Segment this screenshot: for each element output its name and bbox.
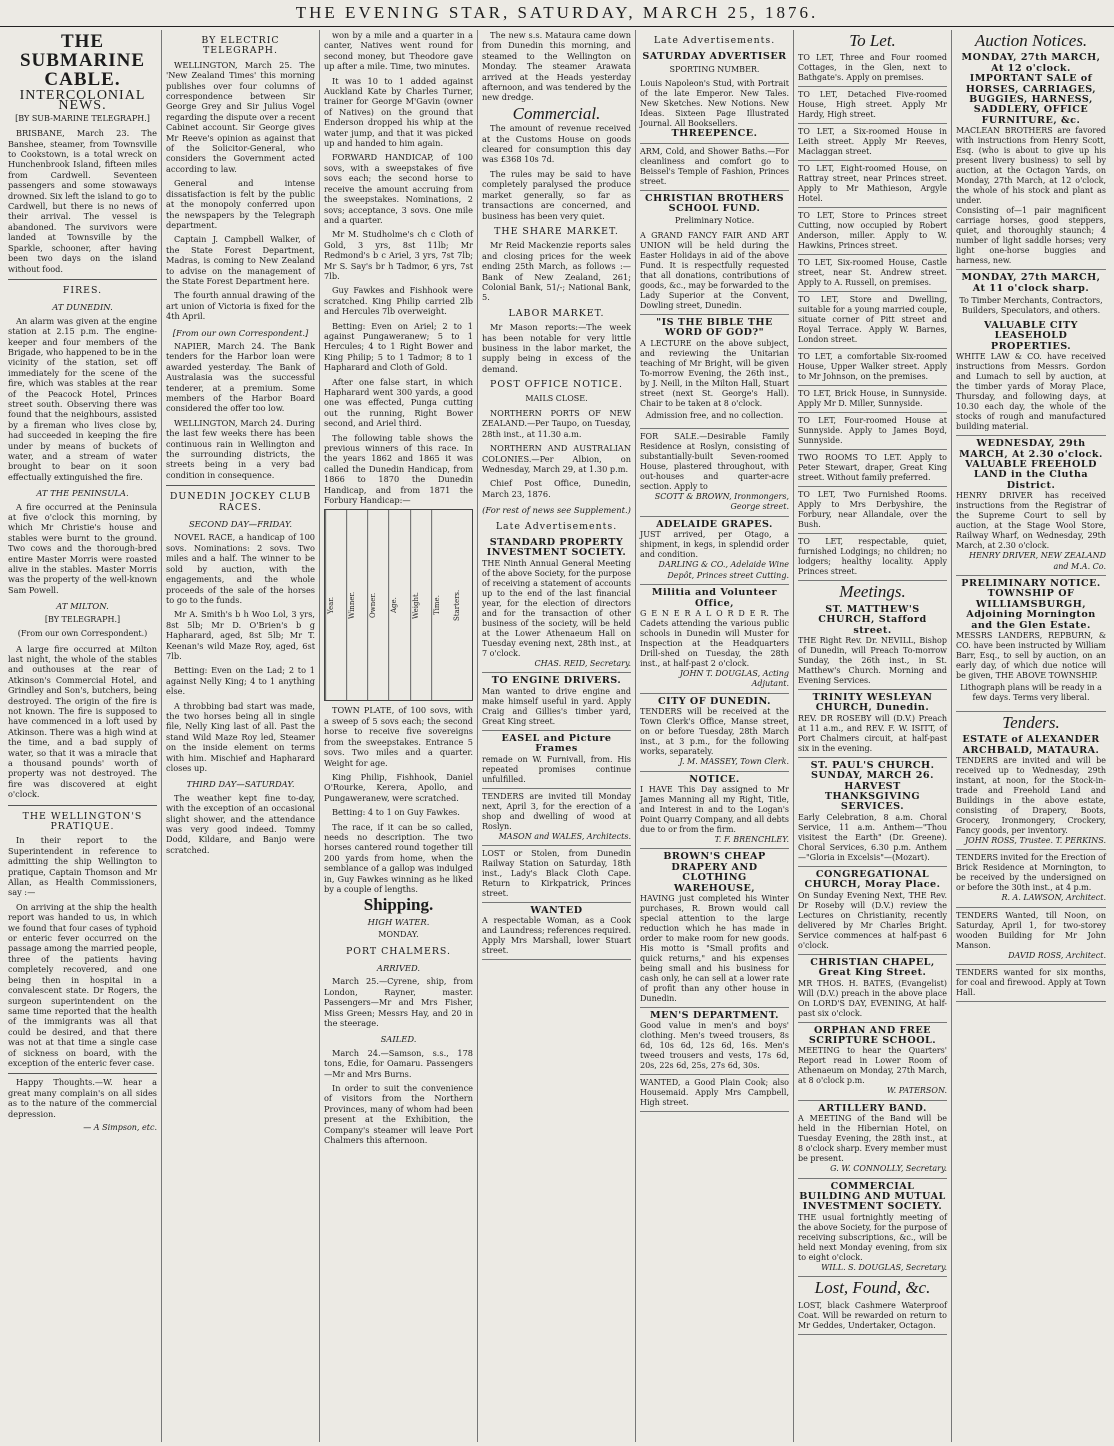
table-column-header: Starters. — [452, 589, 461, 622]
article-paragraph: The weather kept fine to-day, with the exception of an occasional slight shower, and the attendance was very good indeed. Tommy Dodd, Kildare, and Banjo were scratched. — [166, 792, 315, 855]
arrived-heading: ARRIVED. — [376, 963, 421, 973]
ad-text: MESSRS LANDERS, REPBURN, & CO. have been instructed by William Barr, Esq., to sell by auction, on an early day, of which due notice will be given, THE ABOVE TOWNSHIP. — [956, 630, 1106, 680]
port-heading: PORT CHALMERS. — [345, 945, 452, 957]
ad-price: THREEPENCE. — [671, 128, 758, 140]
late-ads-heading: Late Advertisements. — [653, 35, 776, 46]
commercial-heading: Commercial. — [512, 103, 601, 123]
ad-signature: JOHN T. DOUGLAS, Acting Adjutant. — [679, 668, 789, 689]
advertisement — [640, 144, 789, 191]
telegraph-source: [BY TELEGRAPH.] — [44, 614, 121, 624]
to-let-ad — [798, 161, 947, 208]
ad-signature: G. W. CONNOLLY, Secretary. — [830, 1164, 947, 1174]
ad-text: MACLEAN BROTHERS are favored with instructions from Henry Scott, Esq. (who is about to give up his present livery business) to sell by auction, at the Octagon Yards, on Monday, 27th March, at 12 o'clock, the whole of his stock and plant as under. — [956, 126, 1106, 206]
article-paragraph: March 25.—Cyrene, ship, from London, Rayner, master. Passengers—Mr and Mrs Fisher, Miss Green; Messrs Hay, and 20 in the steerage. — [324, 976, 473, 1029]
tender-notice — [956, 732, 1106, 850]
ad-text: TO LET, Four-roomed House at Sunnyside. Apply to James Boyd, Sunnyside. — [798, 416, 947, 446]
article-paragraph: Guy Fawkes and Fishhook were scratched. King Philip carried 2lb and Hercules 7lb overweight. — [324, 285, 473, 317]
auction-notice — [956, 270, 1106, 436]
to-let-ad — [798, 349, 947, 386]
advertisement — [482, 731, 631, 789]
sailed-heading: SAILED. — [380, 1034, 417, 1045]
cable-title: THE SUBMARINE CABLE. — [19, 31, 146, 90]
article-paragraph: A fire occurred at the Peninsula at five o'clock this morning, by which Mr Christie's house and stables were burnt to the ground. Two cows and the thorough-bred entire Master Morris were roasted alive in the stables. Master Morris was the property of the well-known Sam Powell. — [8, 501, 157, 595]
auction-heading: Auction Notices. — [974, 31, 1088, 50]
ad-subtitle: To Timber Merchants, Contractors, Builders, Speculators, and others. — [959, 296, 1103, 316]
tender-notice — [956, 908, 1106, 965]
article-paragraph: The amount of revenue received at the Customs House on goods cleared for consumption this day was £368 10s 7d. — [482, 123, 631, 165]
ad-text: HENRY DRIVER has received instructions from the Registrar of the Supreme Court to sell by auction, at the Stage Wool Store, Railway Wharf, on Wednesday, 29th March, at 2.30 o'clock. — [956, 491, 1106, 551]
article-paragraph: Betting: Even on Ariel; 2 to 1 against Pungaweranew; 5 to 1 Hercules; 4 to 1 Right Bower and King Philip; 5 to 1 Tadmor; 8 to 1 Hapharard and Cloth of Gold. — [324, 320, 473, 373]
column-6 — [794, 30, 952, 1442]
ad-title: BROWN'S CHEAP DRAPERY AND CLOTHING WAREHOUSE, — [663, 851, 766, 894]
advertisement — [640, 315, 789, 429]
article-paragraph: King Philip, Fishhook, Daniel O'Rourke, Kerera, Apollo, and Pungaweranew, were scratched. — [324, 771, 473, 803]
table-column-header: Age. — [388, 510, 409, 700]
to-let-ad — [798, 87, 947, 124]
to-let-ad — [798, 124, 947, 161]
ad-title: ORPHAN AND FREE SCRIPTURE SCHOOL. — [808, 1024, 937, 1046]
ad-title: EASEL and Picture Frames — [501, 732, 612, 755]
to-let-ad — [798, 255, 947, 292]
advertisement — [640, 772, 789, 850]
ad-title: IMPORTANT SALE of HORSES, CARRIAGES, BUGGIES, HARNESS, SADDLERY, OFFICE FURNITURE, &c. — [965, 73, 1097, 126]
high-water-heading: HIGH WATER. — [367, 916, 430, 927]
article-paragraph: In order to suit the convenience of visitors from the Northern Provinces, many of whom had been present at the Exhibition, the Company's steamer will leave Port Chalmers this afternoon. — [324, 1083, 473, 1146]
ad-text: Louis Napoleon's Stud, with Portrait of the late Emperor. New Tales. New Sketches. New Notions. New Ideas. Sixteen Page Illustrated Journal. All Booksellers. — [640, 79, 789, 129]
advertisement — [482, 903, 631, 960]
divider — [166, 485, 315, 486]
section-heading: THE SHARE MARKET. — [494, 225, 619, 237]
advertisement — [640, 694, 789, 772]
to-let-heading: To Let. — [849, 31, 896, 50]
correspondent-source: [From our own Correspondent.] — [172, 327, 309, 338]
supplement-note: (For rest of news see Supplement.) — [482, 505, 631, 516]
advertisement — [482, 535, 631, 673]
ad-title: TO ENGINE DRIVERS. — [491, 675, 622, 687]
ad-title: ESTATE of ALEXANDER ARCHBALD, MATAURA. — [962, 734, 1100, 756]
ad-signature: DAVID ROSS, Architect. — [1008, 950, 1106, 960]
article-paragraph: Mr M. Studholme's ch c Cloth of Gold, 3 yrs, 8st 11lb; Mr Redmond's b c Ariel, 3 yrs, 7st 7lb; Mr S. Say's br h Tadmor, 6 yrs, 7st 7lb. — [324, 229, 473, 281]
advertisement — [640, 429, 789, 517]
column-3 — [320, 30, 478, 1442]
ad-text: ARM, Cold, and Shower Baths.—For cleanliness and comfort go to Beissel's Temple of Fashion, Princes street. — [640, 146, 789, 186]
meeting-notice — [798, 758, 947, 867]
ad-text: TENDERS wanted for six months, for coal and firewood. Apply at Town Hall. — [956, 968, 1106, 998]
ad-text: A GRAND FANCY FAIR AND ART UNION will be held during the Easter Holidays in aid of the above Fund. It is respectfully requested that all donations, contributions of goods, &c., may be forwarded to the Lady Superior at the Convent, Dowling street, Dunedin. — [640, 230, 789, 310]
article-paragraph: won by a mile and a quarter in a canter, Natives went round for second money, but Theodore gave up after a mile. Time, two minutes. — [324, 30, 473, 72]
article-paragraph: The fourth annual drawing of the art union of Victoria is fixed for the 4th April. — [166, 290, 315, 322]
auction-notice — [956, 436, 1106, 576]
table-column-header: Year. — [325, 510, 346, 700]
ad-title: ARTILLERY BAND. — [818, 1102, 927, 1114]
ad-text: Man wanted to drive engine and make himself useful in yard. Apply Craig and Gillies's timber yard, Great King street. — [482, 686, 631, 726]
ad-text: TENDERS are invited till Monday next, April 3, for the erection of a shop and dwelling of wood at Roslyn. — [482, 791, 631, 831]
column-7 — [952, 30, 1110, 1442]
ad-title: SATURDAY ADVERTISER — [642, 51, 787, 63]
advertisement — [482, 673, 631, 730]
ad-date: MONDAY, 27th MARCH, At 11 o'clock sharp. — [961, 272, 1101, 294]
article-paragraph: The rules may be said to have completely paralysed the produce market generally, so far as transactions are concerned, and business has been very quiet. — [482, 168, 631, 221]
divider — [8, 1073, 157, 1074]
article-paragraph: A throbbing bad start was made, the two horses being all in single file, Nelly King last of all. Past the stand Wild Maze Roy led, Steamer on the inside element on terms with him. Mischief and Hapharard closes up. — [166, 700, 315, 773]
signature: — A Simpson, etc. — [83, 1122, 157, 1132]
article-paragraph: General and intense dissatisfaction is felt by the public at the monopoly conferred upon the newspapers by the Telegraph department. — [166, 178, 315, 230]
ad-text: FOR SALE.—Desirable Family Residence at Roslyn, consisting of substantially-built Seven-roomed House, plastered throughout, with out-houses and quarter-acre section. Apply to — [640, 432, 789, 492]
article-paragraph: BRISBANE, March 23. The Banshee, steamer, from Townsville to Cookstown, is a total wreck on Hunchenbrook Island, fifteen miles from Cardwell. Seventeen passengers and some stowaways drowned. Six left the island to go to Cardwell, but there is no news of their arrival. The vessel is abandoned. The survivors were landed at Townsville by the Sparkle, schooner, after having been two days on the island without food. — [8, 128, 157, 274]
ad-signature: R. A. LAWSON, Architect. — [1001, 893, 1106, 903]
race-winners-table — [324, 509, 473, 701]
article-paragraph: A large fire occurred at Milton last night, the whole of the stables and outhouses at the rear of Atkinson's Commercial Hotel, and Grindley and Son's, butchers, being destroyed. The origin of the fire is not known. The fire is supposed to have commenced in a loft used by Atkinson. There was a high wind at the time, and a bad supply of water, so that it was a miracle that a thousand pounds' worth of property was not destroyed. The fire was discovered at eight o'clock. — [8, 643, 157, 800]
section-heading: THE WELLINGTON'S PRATIQUE. — [22, 810, 143, 832]
ad-text: TO LET, respectable, quiet, furnished Lodgings; no children; no lodgers; healthy locality. Apply Princes street. — [798, 537, 947, 577]
ad-signature: DARLING & CO., Adelaide Wine Depôt, Princes street Cutting. — [658, 560, 789, 580]
ad-title: CHRISTIAN CHAPEL, Great King Street. — [810, 956, 935, 979]
divider — [8, 279, 157, 280]
meeting-notice — [798, 602, 947, 690]
table-column-header: Winner. — [346, 510, 367, 700]
lost-notice — [798, 1298, 947, 1335]
ad-text: TENDERS are invited and will be received up to Wednesday, 29th instant, at noon, for the Stock-in-trade and Freehold Land and Buildings in the above estate, consisting of Drapery, Boots, Grocery, Ironmongery, Crockery, Fancy goods, per inventory. — [956, 756, 1106, 835]
ad-text: REV. DR ROSEBY will (D.V.) Preach at 11 a.m., and REV. F. W. ISITT, of Port Chalmers circuit, at half-past six in the evening. — [798, 713, 947, 753]
ad-title: WANTED — [530, 904, 583, 916]
to-let-ad — [798, 413, 947, 450]
ad-title: MEN'S DEPARTMENT. — [650, 1009, 779, 1021]
ad-footer: Admission free, and no collection. — [645, 410, 784, 420]
meeting-notice — [798, 867, 947, 955]
cable-subtitle: INTERCOLONIAL NEWS. — [19, 88, 146, 114]
section-subheading: AT MILTON. — [56, 601, 109, 612]
to-let-ad — [798, 292, 947, 349]
ad-text: TO LET, Detached Five-roomed House, High street. Apply Mr Hardy, High street. — [798, 90, 947, 120]
ad-title: ST. PAUL'S CHURCH. SUNDAY, MARCH 26. HARVEST THANKSGIVING SERVICES. — [810, 759, 935, 813]
advertisement — [640, 1008, 789, 1075]
article-paragraph: Mr A. Smith's b h Woo Lol, 3 yrs, 8st 5lb; Mr D. O'Brien's b g Hapharard, aged, 8st 5lb; Mr T. Keenan's wild Maze Roy, aged, 6st 7lb. — [166, 609, 315, 661]
ad-title: STANDARD PROPERTY INVESTMENT SOCIETY. — [486, 537, 627, 559]
meeting-notice — [798, 1023, 947, 1101]
ad-text: TO LET, Two Furnished Rooms. Apply to Mrs Derbyshire, the Forbury, near Allandale, over the Bush. — [798, 490, 947, 530]
article-paragraph: Betting: 4 to 1 on Guy Fawkes. — [332, 807, 460, 818]
to-let-ad — [798, 487, 947, 534]
ad-title: TRINITY WESLEYAN CHURCH, Dunedin. — [812, 692, 933, 714]
cable-source: [BY SUB-MARINE TELEGRAPH.] — [15, 113, 150, 123]
ad-title: ADELAIDE GRAPES. — [656, 518, 773, 530]
meeting-notice — [798, 1101, 947, 1179]
section-heading: LABOR MARKET. — [508, 307, 605, 319]
to-let-ad — [798, 208, 947, 255]
ad-title: CONGREGATIONAL CHURCH, Moray Place. — [804, 868, 941, 891]
article-paragraph: On arriving at the ship the health report was handed to us, in which we found that four cases of typhoid or enteric fever occurred on the passage among the married people, three of the patients having completely recovered, and one being then in hospital in a convalescent state. Dr Rogers, the surgeon superintendent on the same time reported that the health of the immigrants was all that could be desired, and that there was not at that time a single case of sickness on board, with the exception of the enteric fever case. — [8, 901, 157, 1068]
article-paragraph: NORTHERN PORTS OF NEW ZEALAND.—Per Taupo, on Tuesday, 28th inst., at 11.30 a.m. — [482, 408, 631, 439]
ad-text: TO LET, Eight-roomed House, on Rattray street, near Princes street. Apply to Mr Mathieson, Argyle Hotel. — [798, 164, 947, 204]
column-1 — [4, 30, 162, 1442]
ad-subtitle: SPORTING NUMBER. — [669, 64, 760, 74]
late-ads-heading: Late Advertisements. — [495, 520, 618, 532]
advertisement — [640, 49, 789, 143]
table-column-header: Owner. — [367, 510, 388, 700]
ad-title: CHRISTIAN BROTHERS SCHOOL FUND. — [644, 192, 785, 215]
ad-title: VALUABLE FREEHOLD LAND in the Clutha District. — [965, 458, 1097, 491]
ad-text: TENDERS will be received at the Town Clerk's Office, Manse street, on or before Tuesday, 28th March inst., at 3 p.m., for the following works, separately. — [640, 707, 789, 757]
advertisement — [640, 191, 789, 315]
meeting-notice — [798, 955, 947, 1023]
correspondent-source: (From our own Correspondent.) — [17, 629, 148, 639]
ad-signature: J. M. MASSEY, Town Clerk. — [679, 757, 789, 767]
article-paragraph: An alarm was given at the engine station at 2.15 p.m. The engine-keeper and four members of the Brigade, who happened to be in the vicinity of the station, set off immediately for the scene of the fire, which was stables at the rear of the Peacock Hotel, Princes street south. Observing there was found that the neighbours, assisted by a fireman who lives close by, had succeeded in keeping the fire under by means of buckets of water, and a stream of water brought to bear on it soon effectually extinguished the fire. — [8, 315, 157, 482]
ad-footer: Lithograph plans will be ready in a few days. Terms very liberal. — [960, 682, 1102, 703]
article-paragraph: In their report to the Superintendent in reference to admitting the ship Wellington to pratique, Captain Thomson and Mr Allan, as Health Commissioners, say :— — [8, 835, 157, 898]
article-paragraph: Happy Thoughts.—W. hear a great many complain's on all sides as to the nature of the commercial depression. — [8, 1077, 157, 1119]
ad-text: G E N E R A L O R D E R. The Cadets attending the various public schools in Dunedin will Muster for Inspection at the Headquarters Drill-shed on Tuesday, the 28th inst., at half-past 2 o'clock. — [640, 608, 789, 668]
ad-text: THE Right Rev. Dr. NEVILL, Bishop of Dunedin, will Preach To-morrow Sunday, the 26th inst., in St. Matthew's Church. Morning and Evening Services. — [798, 636, 947, 686]
article-paragraph: Captain J. Campbell Walker, of the State Forest Department, Madras, is coming to New Zealand to advise on the management of the State Forest Department here. — [166, 234, 315, 286]
article-paragraph: The race, if it can be so called, needs no description. The two horses cantered round together till 200 yards from home, when the semblance of a gallop was indulged in, Guy Fawkes winning as he liked by a couple of lengths. — [324, 821, 473, 894]
high-water-day: MONDAY. — [378, 930, 419, 940]
section-subheading: AT DUNEDIN. — [52, 302, 113, 313]
advertisement — [482, 789, 631, 846]
divider — [8, 805, 157, 806]
ad-text: Good value in men's and boys' clothing. Men's tweed trousers, 8s 6d, 10s 6d, 12s 6d, 16s. Men's tweed trousers and vests, 17s 6d, 20s, 22s 6d, 25s, 27s 6d, 30s. — [640, 1021, 789, 1071]
ad-text: TO LET, Store and Dwelling, suitable for a young married couple, situate corner of Pitt street and Royal Terrace. Apply W. Barnes, London street. — [798, 295, 947, 345]
to-let-ad — [798, 534, 947, 581]
article-paragraph: WELLINGTON, March 25. The 'New Zealand Times' this morning publishes over four columns of correspondence between Sir George Grey and Sir Julius Vogel regarding the dispute over a recent Cabinet account. Sir George gives Mr Reeve's opinion as against that of the Solicitor-General, who considers the Government acted according to law. — [166, 59, 315, 174]
ad-text: TWO ROOMS TO LET. Apply to Peter Stewart, draper, Great King street. Without family preferred. — [798, 453, 947, 483]
ad-text: A LECTURE on the above subject, and reviewing the Unitarian teaching of Mr Bright, will be given To-morrow Evening, the 26th inst., by J. Neill, in the Milton Hall, Stuart street (next St. George's Hall). Chair to be taken at 8 o'clock. — [640, 338, 789, 408]
ad-text: LOST or Stolen, from Dunedin Railway Station on Saturday, 18th inst., Lady's Black Cloth Cape. Return to Kirkpatrick, Princes street. — [482, 848, 631, 898]
ad-title: Militia and Volunteer Office, — [651, 587, 778, 609]
to-let-ad — [798, 386, 947, 413]
article-paragraph: WELLINGTON, March 24. During the last few weeks there has been continuous rain in Wellington and the surrounding districts, the streets being in a very bad condition in consequence. — [166, 417, 315, 480]
ad-title: "IS THE BIBLE THE WORD OF GOD?" — [656, 316, 773, 339]
to-let-ad — [798, 450, 947, 487]
section-subheading: THIRD DAY—SATURDAY. — [186, 779, 295, 790]
advertisement — [640, 1075, 789, 1112]
article-paragraph: Mr Mason reports:—The week has been notable for very little business in the labor market, the supply being in excess of the demand. — [482, 322, 631, 374]
ad-signature: CHAS. REID, Secretary. — [534, 658, 631, 668]
tenders-heading: Tenders. — [1002, 712, 1060, 732]
section-heading: FIRES. — [62, 284, 103, 296]
advertisement — [640, 517, 789, 585]
article-paragraph: It was 10 to 1 added against Auckland Kate by Charles Turner, trainer for George M'Gavin (owner of Natives) on the ground that Enderson dropped his whip at the water jump, and that it was picked up and handed to him again. — [324, 75, 473, 149]
ad-title: PRELIMINARY NOTICE. — [961, 577, 1101, 589]
ad-text: TENDERS Wanted, till Noon, on Saturday, April 1, for two-storey wooden Building for Mr John Manson. — [956, 910, 1106, 950]
meeting-notice — [798, 690, 947, 758]
ad-text: remade on W. Furnivall, from. His repeated promises continue unfulfilled. — [482, 754, 631, 784]
ad-title: COMMERCIAL BUILDING AND MUTUAL INVESTMENT SOCIETY. — [799, 1180, 946, 1213]
advertisement — [482, 846, 631, 903]
ad-text: TO LET, a Six-roomed House in Leith street. Apply Mr Reeves, Maclaggan street. — [798, 127, 947, 157]
table-column-header: Weight. — [410, 510, 431, 700]
ad-text: On Sunday Evening Next, THE Rev. Dr Roseby will (D.V.) review the Lectures on Christianity, recently delivered by Mr Charles Bright. Service commences at half-past 6 o'clock. — [798, 890, 947, 950]
advertisement — [640, 585, 789, 694]
ad-list: Consisting of—1 pair magnificent carriage horses, good steppers, quiet, and thoroughly staunch; 4 number of light saddle horses; very light one-horse buggies and harness, new. — [956, 206, 1106, 266]
article-paragraph: NAPIER, March 24. The Bank tenders for the Harbor loan were awarded yesterday. The Bank of Australasia was the successful tenderer, at a premium. Some members of the Harbor Board considered the offer too low. — [166, 340, 315, 414]
ad-text: WANTED, a Good Plain Cook; also Housemaid. Apply Mrs Campbell, High street. — [640, 1078, 789, 1108]
ad-date: WEDNESDAY, 29th MARCH, At 2.30 o'clock. — [959, 438, 1103, 460]
advertisement — [640, 849, 789, 1008]
ad-text: I HAVE This Day assigned to Mr James Manning all my Right, Title, and Interest in and to the Logan's Point Quarry Company, and all debts due to or from the firm. — [640, 784, 789, 834]
meeting-notice — [798, 1179, 947, 1278]
meetings-heading: Meetings. — [839, 582, 906, 602]
ad-subtitle: Preliminary Notice. — [674, 216, 755, 226]
article-paragraph: The following table shows the previous winners of this race. In the years 1862 and 1865 it was called the Dunedin Handicap, from 1866 to 1870 the Dunedin Handicap, and from 1871 the Forbury Handicap:— — [324, 432, 473, 506]
ad-title: VALUABLE CITY LEASEHOLD PROPERTIES. — [984, 319, 1078, 352]
article-paragraph: March 24.—Samson, s.s., 178 tons, Edie, for Oamaru. Passengers—Mr and Mrs Burns. — [324, 1047, 473, 1079]
column-2 — [162, 30, 320, 1442]
ad-text: A respectable Woman, as a Cook and Laundress; references required. Apply Mrs Marshall, lower Stuart street. — [482, 916, 631, 956]
ad-text: HAVING just completed his Winter purchases, R. Brown would call special attention to the large reduction which he has made in order to make room for new goods. His motto is "Small profits and quick returns," and his expenses being small and his business for cash only, he can sell at a lower rate of profit than any other house in Dunedin. — [640, 893, 789, 1003]
article-paragraph: Betting: Even on the Lad; 2 to 1 against Nelly King; 4 to 1 anything else. — [166, 665, 315, 697]
ad-signature: JOHN ROSS, Trustee. T. PERKINS. — [964, 836, 1106, 845]
mails-close: MAILS CLOSE. — [525, 393, 588, 403]
article-paragraph: NOVEL RACE, a handicap of 100 sovs. Nominations: 2 sovs. Two miles and a half. The winner to be sold by auction, with the engagements, and the whole proceeds of the sale of the horses to go to the funds. — [166, 532, 315, 605]
to-let-ad — [798, 50, 947, 87]
ad-signature: SCOTT & BROWN, Ironmongers, George street. — [654, 492, 789, 512]
shipping-heading: Shipping. — [363, 895, 434, 915]
ad-text: TENDERS invited for the Erection of Brick Residence at Mornington, to be received by the undersigned on or before the 30th inst., at 4 p.m. — [956, 853, 1106, 893]
auction-notice — [956, 576, 1106, 712]
ad-text: THE usual fortnightly meeting of the above Society, for the purpose of receiving subscriptions, &c., will be held next Monday evening, from six to eight o'clock. — [798, 1212, 947, 1262]
column-4 — [478, 30, 636, 1442]
newspaper-page — [0, 27, 1114, 1442]
ad-title: TOWNSHIP OF WILLIAMSBURGH, Adjoining Mornington and the Glen Estate. — [966, 588, 1096, 631]
ad-date: MONDAY, 27th MARCH, At 12 o'clock. — [961, 52, 1101, 74]
article-paragraph: FORWARD HANDICAP, of 100 sovs, with a sweepstakes of five sovs each; the second horse to receive the amount accruing from the sweepstakes. Nominations, 2 sovs; acceptance, 3 sovs. One mile and a quarter. — [324, 152, 473, 225]
ad-signature: MASON and WALES, Architects. — [498, 831, 631, 841]
ad-text: TO LET, Three and Four roomed Cottages, in the Glen, next to Bathgate's. Apply on premises. — [798, 53, 947, 83]
ad-text: TO LET, Six-roomed House, Castle street, near St. Andrew street. Apply to A. Russell, on premises. — [798, 258, 947, 288]
ad-text: TO LET, a comfortable Six-roomed House, Upper Walker street. Apply to Mr Johnson, on the premises. — [798, 352, 947, 382]
column-5 — [636, 30, 794, 1442]
ad-title: NOTICE. — [689, 773, 740, 785]
section-heading: DUNEDIN JOCKEY CLUB RACES. — [169, 491, 312, 513]
section-subheading: SECOND DAY—FRIDAY. — [188, 519, 293, 530]
ad-text: THE Ninth Annual General Meeting of the above Society, for the purpose of receiving a statement of accounts up to the end of the last financial year, for the election of directors and for the transaction of other business of the society, will be held at the Lower Athenaeum Hall on Tuesday evening next, 28th inst., at 7 o'clock. — [482, 558, 631, 658]
ad-signature: W. PATERSON. — [886, 1086, 947, 1096]
table-column-header: Time. — [431, 510, 452, 700]
tender-notice — [956, 965, 1106, 1002]
article-paragraph: After one false start, in which Hapharard went 300 yards, a good one was effected, Punga cutting out the running, Right Bower second, and Ariel third. — [324, 376, 473, 429]
ad-text: Early Celebration, 8 a.m. Choral Service, 11 a.m. Anthem—"Thou visitest the Earth" (Dr. Greene). Choral Services, 6.30 p.m. Anthem—"Gloria in Excelsis"—(Mozart). — [798, 812, 947, 862]
article-paragraph: The new s.s. Mataura came down from Dunedin this morning, and steamed to the Wellington on Monday. The steamer Arawata arrived at the Heads yesterday afternoon, and was tendered by the new dredge. — [482, 30, 631, 103]
ad-title: CITY OF DUNEDIN. — [657, 695, 772, 707]
section-heading: BY ELECTRIC TELEGRAPH. — [201, 35, 280, 57]
section-heading: POST OFFICE NOTICE. — [490, 379, 623, 391]
ad-text: A MEETING of the Band will be held in the Hibernian Hotel, on Tuesday Evening, the 28th inst., at 8 o'clock sharp. Every member must be present. — [798, 1114, 947, 1164]
ad-text: LOST, black Cashmere Waterproof Coat. Will be rewarded on return to Mr Geddes, Undertaker, Octagon. — [798, 1300, 947, 1330]
ad-text: MEETING to hear the Quarters' Report read in Lower Room of Athenaeum on Monday, 27th March, at 8 o'clock p.m. — [798, 1046, 947, 1086]
section-subheading: AT THE PENINSULA. — [36, 488, 129, 499]
article-paragraph: TOWN PLATE, of 100 sovs, with a sweep of 5 sovs each; the second horse to receive five sovereigns from the sweepstakes. Entrance 5 sovs. Two miles and a quarter. Weight for age. — [324, 705, 473, 768]
article-paragraph: NORTHERN AND AUSTRALIAN COLONIES.—Per Albion, on Wednesday, March 29, at 1.30 p.m. — [482, 443, 631, 475]
ad-signature: WILL. S. DOUGLAS, Secretary. — [821, 1262, 947, 1272]
ad-signature: T. F. BRENCHLEY. — [714, 834, 789, 844]
auction-notice — [956, 50, 1106, 270]
ad-text: WHITE LAW & CO. have received instructions from Messrs. Gordon and Lumach to sell by auction, at the timber yards of Moray Place, Thursday, and following days, at 10.30 each day, the whole of the stocks of rough and manufactured building material. — [956, 352, 1106, 432]
ad-signature: HENRY DRIVER, NEW ZEALAND and M.A. Co. — [968, 551, 1106, 571]
ad-text: JUST arrived, per Otago, a shipment, in kegs, in splendid order and condition. — [640, 530, 789, 560]
article-paragraph: Chief Post Office, Dunedin, March 23, 1876. — [482, 478, 631, 499]
ad-title: ST. MATTHEW'S CHURCH, Stafford street. — [818, 603, 927, 636]
ad-text: TO LET, Brick House, in Sunnyside. Apply Mr D. Miller, Sunnyside. — [798, 389, 947, 409]
ad-text: MR THOS. H. BATES, (Evangelist) Will (D.V.) preach in the above place On LORD'S DAY, EVENING, At half-past six o'clock. — [798, 978, 947, 1018]
masthead: THE EVENING STAR, SATURDAY, MARCH 25, 1876. — [0, 0, 1114, 27]
article-paragraph: Mr Reid Mackenzie reports sales and closing prices for the week ending 25th March, as follows :—Bank of New Zealand, 261; Colonial Bank, 51/-; National Bank, 5. — [482, 240, 631, 303]
tender-notice — [956, 850, 1106, 907]
lost-found-heading: Lost, Found, &c. — [814, 1278, 931, 1298]
ad-text: TO LET, Store to Princes street Cutting, now occupied by Robert Anderson, miller. Apply to W. Hawkins, Princes street. — [798, 211, 947, 251]
